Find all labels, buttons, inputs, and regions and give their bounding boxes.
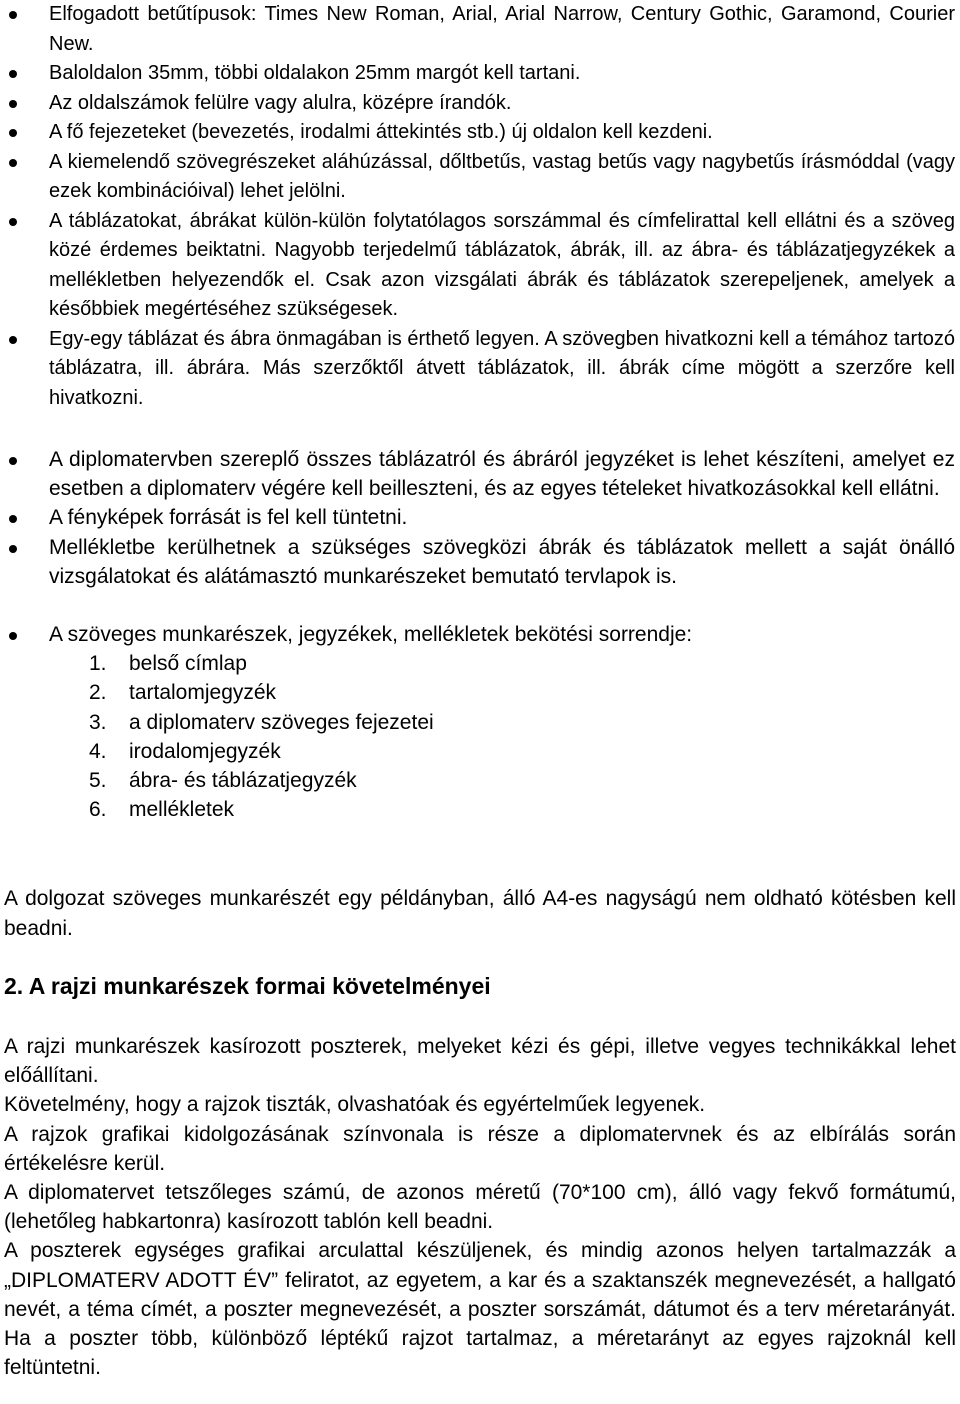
binding-order-entry: 1. belső címlap (89, 652, 247, 676)
list-item: A fő fejezeteket (bevezetés, irodalmi áttekintés stb.) új oldalon kell kezdeni. (0, 118, 955, 148)
format-requirements-list (0, 0, 955, 413)
paragraph: A rajzok grafikai kidolgozásának színvonala is része a diplomatervnek és az elbírálás során értékelésre kerül. (4, 1122, 956, 1175)
paragraph: A rajzi munkarészek kasírozott poszterek, melyeket kézi és gépi, illetve vegyes technikákkal lehet előállítani. (4, 1035, 956, 1088)
drawing-requirements-text (4, 1032, 956, 1382)
binding-order-entry: 5. ábra- és táblázatjegyzék (89, 769, 357, 793)
binding-order-entry: 2. tartalomjegyzék (89, 681, 277, 705)
list-item: Az oldalszámok felülre vagy alulra, középre írandók. (0, 89, 955, 119)
list-item: Mellékletbe kerülhetnek a szükséges szövegközi ábrák és táblázatok mellett a saját önálló vizsgálatokat és alátámasztó munkarészeket bemutató tervlapok is. (0, 533, 955, 591)
figures-tables-list (0, 445, 955, 824)
list-item: A fényképek forrását is fel kell tüntetni. (0, 503, 955, 532)
list-item: A kiemelendő szövegrészeket aláhúzással, dőltbetűs, vastag betűs vagy nagybetűs írásmóddal (vagy ezek kombinációival) lehet jelölni. (0, 148, 955, 207)
binding-order-list (49, 649, 955, 824)
paragraph: A diplomatervet tetszőleges számú, de azonos méretű (70*100 cm), álló vagy fekvő formátumú, (lehetőleg habkartonra) kasírozott tablón kell beadni. (4, 1181, 956, 1234)
list-item: A diplomatervben szereplő összes táblázatról és ábráról jegyzéket is lehet készíteni, amelyet ez esetben a diplomaterv végére kell beilleszteni, és az egyes tételeket hivatkozásokkal kell ellátni. (0, 445, 955, 503)
paragraph: Követelmény, hogy a rajzok tiszták, olvashatóak és egyértelműek legyenek. (4, 1093, 706, 1117)
binding-order-item (0, 620, 955, 824)
list-item: A táblázatokat, ábrákat külön-külön folytatólagos sorszámmal és címfelirattal kell ellátni és a szöveg közé érdemes beiktatni. Nagyobb terjedelmű táblázatok, ábrák, ill. az ábra- és táblázatjegyzékek a mellékletben helyezendők el. Csak azon vizsgálati ábrák és táblázatok szerepeljenek, amelyek a későbbiek megértéséhez szükségesek. (0, 207, 955, 325)
list-item: Egy-egy táblázat és ábra önmagában is érthető legyen. A szövegben hivatkozni kell a témához tartozó táblázatra, ill. ábrára. Más szerzőktől átvett táblázatok, ill. ábrák címe mögött a szerzőre kell hivatkozni. (0, 325, 955, 414)
paragraph: A poszterek egységes grafikai arculattal készüljenek, és mindig azonos helyen tartalmazzák a „DIPLOMATERV ADOTT ÉV” feliratot, az egyetem, a kar és a szaktanszék megnevezését, a hallgató nevét, a téma címét, a poszter megnevezését, a poszter sorszámát, dátumot és a terv méretarányát. Ha a poszter több, különböző léptékű rajzot tartalmaz, a méretarányt az egyes rajzoknál kell feltüntetni. (4, 1239, 956, 1380)
list-item: Baloldalon 35mm, többi oldalakon 25mm margót kell tartani. (0, 59, 955, 89)
binding-order-entry: 4. irodalomjegyzék (89, 739, 281, 763)
binding-order-entry: 3. a diplomaterv szöveges fejezetei (89, 710, 434, 734)
submission-paragraph: A dolgozat szöveges munkarészét egy példányban, álló A4-es nagyságú nem oldható kötésben kell beadni. (4, 887, 956, 940)
list-item: Elfogadott betűtípusok: Times New Roman, Arial, Arial Narrow, Century Gothic, Garamond, Courier New. (0, 0, 955, 59)
section-heading: 2. A rajzi munkarészek formai követelményei (4, 973, 491, 999)
binding-order-entry: 6. mellékletek (89, 798, 235, 822)
binding-order-intro: A szöveges munkarészek, jegyzékek, mellékletek bekötési sorrendje: (49, 623, 693, 647)
